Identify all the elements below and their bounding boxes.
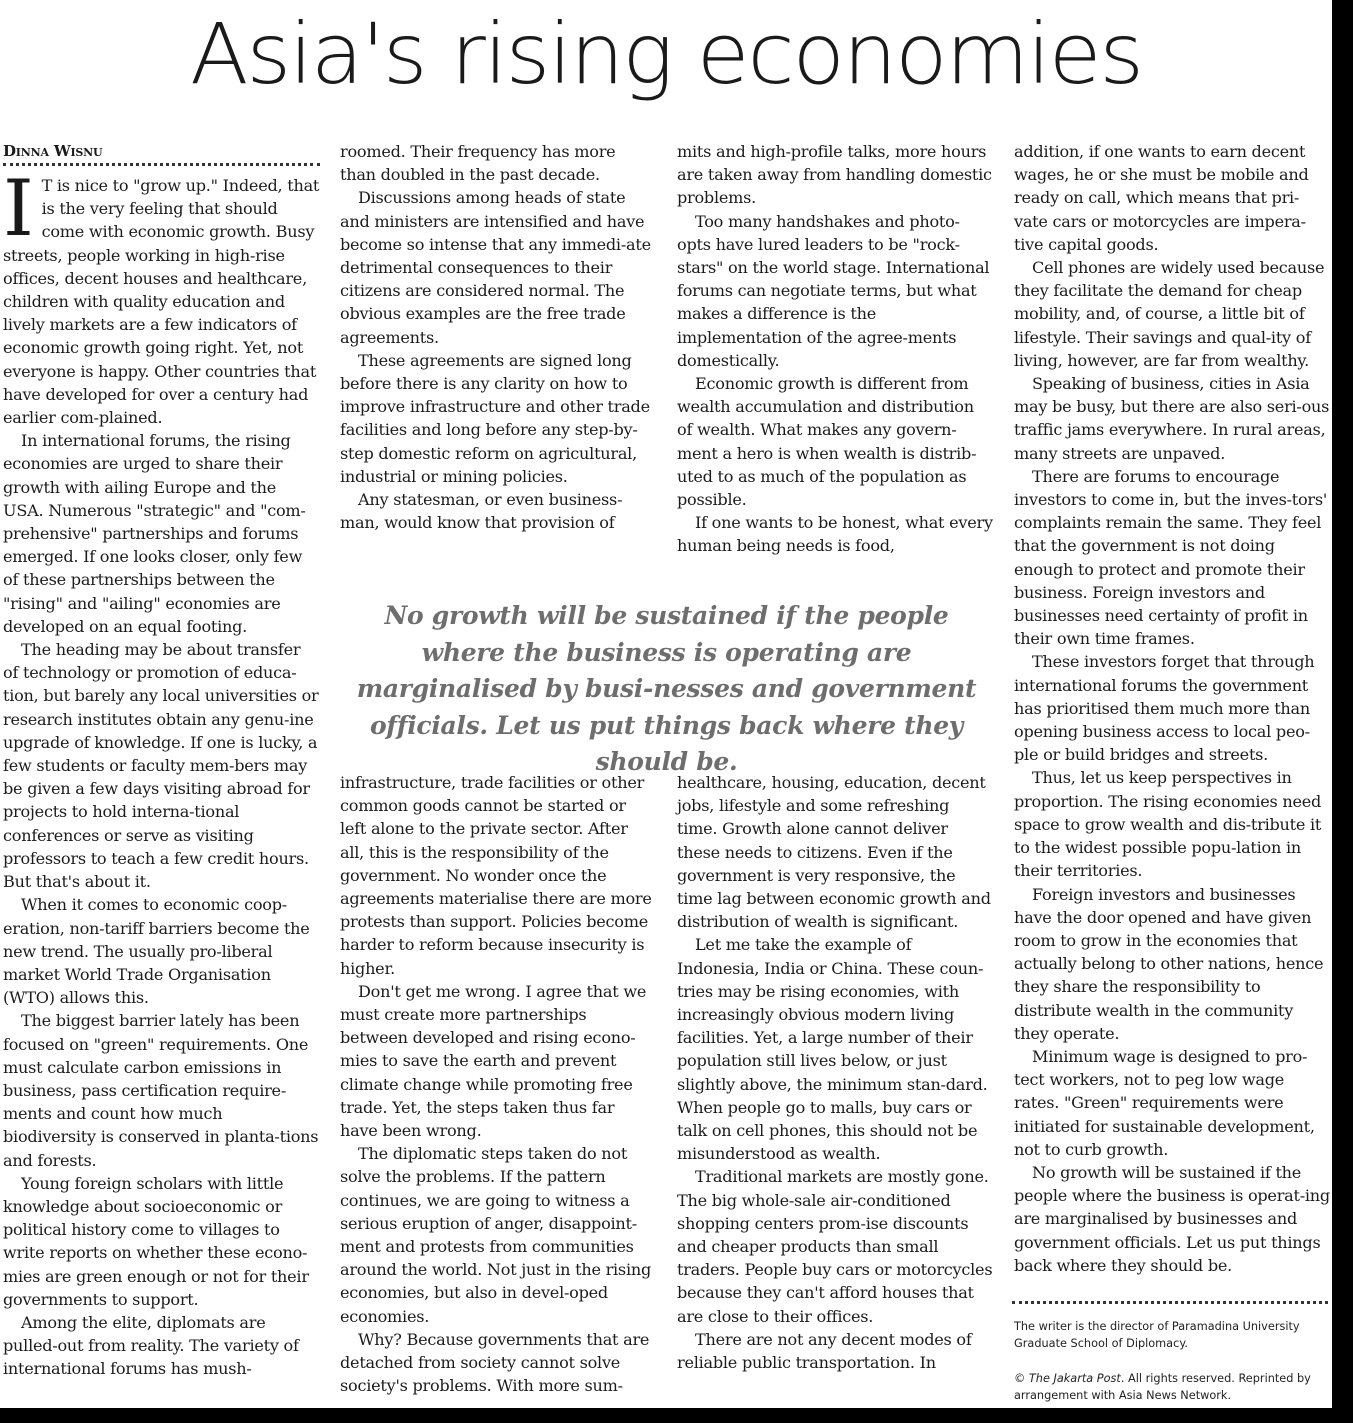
copyright-note bbox=[1014, 1371, 1330, 1404]
pull-quote: No growth will be sustained if the people where the business is operating are marginalised by busi-nesses and government officials. Let us put things back where they should be. bbox=[356, 601, 977, 776]
paragraph: The heading may be about transfer of technology or promotion of educa-tion, but barely any local universities or research institutes obtain any genu-ine upgrade of knowledge. If one is lucky, a few students or faculty mem-bers may be given a few days visiting abroad for projects to hold interna-tional conferences or serve as visiting professors to teach a few credit hours. But that's about it. bbox=[3, 640, 319, 892]
paragraph: There are forums to encourage investors to come in, but the inves-tors' complaints remain the same. They feel that the government is not doing enough to protect and promote their business. Foreign investors and businesses need certainty of profit in their own time frames. bbox=[1014, 466, 1328, 649]
paragraph: If one wants to be honest, what every human being needs is food, bbox=[677, 513, 993, 556]
paragraph: Traditional markets are mostly gone. The big whole-sale air-conditioned shopping centers prom-ise discounts and cheaper products than small traders. People buy cars or motorcycles because they can't afford houses that are close to their offices. bbox=[677, 1167, 993, 1326]
column-2-bottom bbox=[340, 771, 656, 1397]
paragraph: Don't get me wrong. I agree that we must create more partnerships between developed and rising econo-mies to save the earth and prevent climate change while promoting free trade. Yet, the steps taken thus far have been wrong. bbox=[340, 981, 647, 1141]
column-4 bbox=[1014, 140, 1330, 1277]
paragraph: addition, if one wants to earn decent wages, he or she must be mobile and ready on call, which means that pri-vate cars or motorcycles are impera-tive capital goods. bbox=[1014, 142, 1309, 254]
paragraph: Let me take the example of Indonesia, India or China. These coun-tries may be rising economies, with increasingly obvious modern living facilities. Yet, a large number of their population still lives below, or just slightly above, the minimum stan-dard. When people go to malls, buy cars or talk on cell phones, this should not be misunderstood as wealth. bbox=[677, 935, 988, 1164]
author-note: The writer is the director of Paramadina University Graduate School of Diplomacy. bbox=[1014, 1320, 1300, 1350]
paragraph: When it comes to economic coop-eration, non-tariff barriers become the new trend. The usually pro-liberal market World Trade Organisation (WTO) allows this. bbox=[3, 895, 310, 1008]
paragraph: infrastructure, trade facilities or other common goods cannot be started or left alone to the private sector. After all, this is the responsibility of the government. No wonder once the agreements materialise there are more protests than support. Policies become harder to reform because insecurity is higher. bbox=[340, 773, 652, 978]
headline: Asia's rising economies bbox=[189, 5, 1143, 103]
paragraph: T is nice to "grow up." Indeed, that is the very feeling that should come with economic growth. Busy streets, people working in high-rise offices, decent houses and healthcare, children with quality education and lively markets are a few indicators of economic growth going right. Yet, not everyone is happy. Other countries that have developed for over a century had earlier com-plained. bbox=[3, 176, 320, 428]
rights-text: . All rights reserved. Reprinted by arrangement with Asia News Network. bbox=[1014, 1372, 1311, 1402]
paragraph: Discussions among heads of state and ministers are intensified and have become so intense that any immedi-ate detrimental consequences to their citizens are considered normal. The obvious examples are the free trade agreements. bbox=[340, 188, 651, 347]
paragraph: The diplomatic steps taken do not solve the problems. If the pattern continues, we are going to witness a serious eruption of anger, disappoint-ment and protests from communities around the world. Not just in the rising economies, but also in devel-oped economies. bbox=[340, 1144, 652, 1326]
byline: Dinna Wisnu bbox=[3, 141, 320, 166]
paragraph: Speaking of business, cities in Asia may be busy, but there are also seri-ous traffic jams everywhere. In rural areas, many streets are unpaved. bbox=[1014, 374, 1330, 463]
paragraph: healthcare, housing, education, decent jobs, lifestyle and some refreshing time. Growth alone cannot deliver these needs to citizens. Even if the government is very responsive, the time lag between economic growth and distribution of wealth is significant. bbox=[677, 773, 991, 932]
paragraph: Any statesman, or even business-man, would know that provision of bbox=[340, 490, 623, 533]
footer-divider bbox=[1012, 1301, 1328, 1304]
paragraph: In international forums, the rising economies are urged to share their growth with ailing Europe and the USA. Numerous "strategic" and "com-prehensive" partnerships and forums emerged. If one looks closer, only few of these partnerships between the "rising" and "ailing" economies are developed on an equal footing. bbox=[3, 431, 306, 636]
paragraph: Minimum wage is designed to pro-tect workers, not to peg low wage rates. "Green" requirements were initiated for sustainable development, not to curb growth. bbox=[1014, 1046, 1315, 1159]
paragraph: Young foreign scholars with little knowledge about socioeconomic or political history come to villages to write reports on whether these econo-mies are green enough or not for their governments to support. bbox=[3, 1173, 309, 1309]
paragraph: Too many handshakes and photo-opts have lured leaders to be "rock-stars" on the world stage. International forums can negotiate terms, but what makes a difference is the implementation of the agree-ments domestically. bbox=[677, 211, 990, 370]
drop-cap: I bbox=[3, 164, 34, 254]
paragraph: Cell phones are widely used because they facilitate the demand for cheap mobility, and, of course, a little bit of lifestyle. Their savings and qual-ity of living, however, are far from wealthy. bbox=[1014, 258, 1325, 370]
publication-name: The Jakarta Post bbox=[1028, 1372, 1121, 1385]
column-1 bbox=[3, 164, 320, 1381]
paragraph: The biggest barrier lately has been focused on "green" requirements. One must calculate carbon emissions in business, pass certification require-ments and count how much biodiversity is conserved in planta-tions and forests. bbox=[3, 1011, 319, 1170]
column-3-bottom bbox=[677, 771, 993, 1374]
paragraph: Why? Because governments that are detached from society cannot solve society's problems. With more sum- bbox=[340, 1329, 650, 1396]
paragraph: Economic growth is different from wealth accumulation and distribution of wealth. What makes any govern-ment a hero is when wealth is distrib-uted to as much of the population as possible. bbox=[677, 374, 977, 510]
column-2-top bbox=[340, 140, 656, 534]
paragraph: No growth will be sustained if the people where the business is operat-ing are marginalised by businesses and government officials. Let us put things back where they should be. bbox=[1014, 1162, 1330, 1275]
paragraph: mits and high-profile talks, more hours are taken away from handling domestic problems. bbox=[677, 142, 992, 208]
column-3-top bbox=[677, 140, 993, 558]
copyright-symbol: © bbox=[1014, 1372, 1026, 1385]
paragraph: Thus, let us keep perspectives in proportion. The rising economies need space to grow wealth and dis-tribute it to the widest possible popu-lation in their territories. bbox=[1014, 768, 1322, 881]
paragraph: These investors forget that through international forums the government has prioritised them much more than opening business access to local peo-ple or build bridges and streets. bbox=[1014, 652, 1315, 765]
paragraph: There are not any decent modes of reliable public transportation. In bbox=[677, 1329, 972, 1373]
paragraph: Foreign investors and businesses have the door opened and have given room to grow in the economies that actually belong to other nations, hence they share the responsibility to distribute wealth in the community they operate. bbox=[1014, 884, 1324, 1043]
paragraph: These agreements are signed long before there is any clarity on how to improve infrastructure and other trade facilities and long before any step-by-step domestic reform on agricultural, industrial or mining policies. bbox=[340, 350, 650, 486]
paragraph: Among the elite, diplomats are pulled-out from reality. The variety of international forums has mush- bbox=[3, 1312, 299, 1379]
paragraph: roomed. Their frequency has more than doubled in the past decade. bbox=[340, 142, 616, 185]
